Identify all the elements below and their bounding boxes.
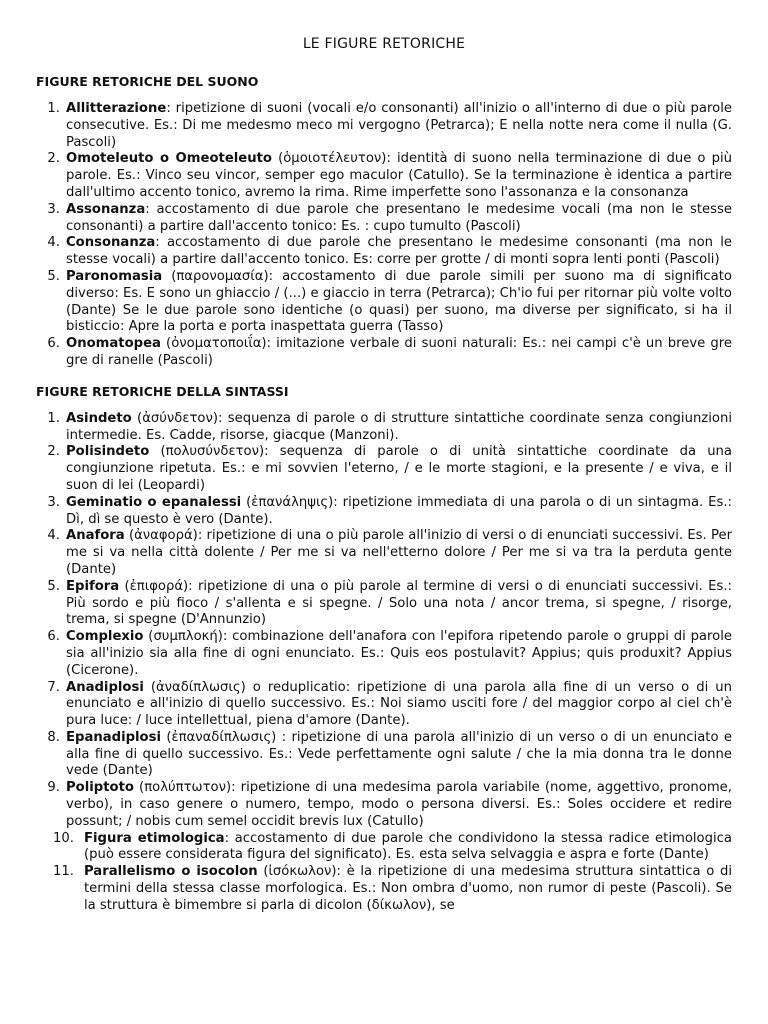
item-number: 5. bbox=[47, 578, 60, 594]
item-term: Asindeto bbox=[66, 410, 132, 426]
item-text: (συμπλοκή): combinazione dell'anafora con l'epifora ripetendo parole o gruppi di parole sia all'inizio sia alla fine di ogni enunciato. Es.: Quis eos postulavit? Appius; quis produxit? Appius (Cicerone). bbox=[66, 629, 732, 678]
item-term: Omoteleuto o Omeoteleuto bbox=[66, 151, 272, 167]
item-text: (ἰσόκωλον): è la ripetizione di una medesima struttura sintattica o di termini della stessa classe morfologica. Es.: Non ombra d'uomo, non rumor di peste (Pascoli). Se la struttura è bimembre si parla di dicolon (δίκωλον), se bbox=[84, 864, 732, 913]
list-item bbox=[36, 579, 732, 629]
item-term: Poliptoto bbox=[66, 780, 134, 796]
list-item bbox=[36, 495, 732, 529]
item-term: Anafora bbox=[66, 528, 125, 544]
item-text: (ἐπιφορά): ripetizione di una o più parole al termine di versi o di enunciati successivi. Es.: Più sordo e più fioco / s'allenta e si spegne. / Solo una nota / ancor trema, si spegne, / risorge, trema, si spegne (D'Annunzio) bbox=[66, 578, 732, 628]
item-term: Polisindeto bbox=[66, 444, 150, 460]
item-term: Figura etimologica bbox=[84, 830, 225, 846]
item-term: Assonanza bbox=[66, 201, 146, 217]
item-text: (ἐπαναδίπλωσις) : ripetizione di una parola all'inizio di un verso o di un enunciato e alla fine di quello successivo. Es.: Vede perfettamente ogni salute / che la mia donna tra le donne vede (Dante) bbox=[66, 729, 732, 779]
section-heading-syntax: FIGURE RETORICHE DELLA SINTASSI bbox=[36, 383, 289, 399]
item-number: 1. bbox=[47, 410, 60, 426]
item-text: (ὁμοιοτέλευτον): identità di suono nella terminazione di due o più parole. Es.: Vinco seu vincor, semper ego maculor (Catullo). Se la terminazione è identica a partire dall'ultimo accento tonico, avremo la rima. Rime imperfette sono l'assonanza e la consonanza bbox=[66, 151, 732, 200]
item-number: 3. bbox=[47, 494, 60, 510]
item-term: Parallelismo o isocolon bbox=[84, 864, 258, 880]
item-text: (πολυσύνδετον): sequenza di parole o di unità sintattiche coordinate da una congiunzione ripetuta. Es.: e mi sovvien l'eterno, / e le morte stagioni, e la presente / e viva, e il suon di lei (Leopardi) bbox=[66, 444, 732, 493]
item-term: Onomatopea bbox=[66, 336, 161, 352]
item-number: 11. bbox=[53, 864, 74, 880]
item-text: (ἀναφορά): ripetizione di una o più parole all'inizio di versi o di enunciati successivi. Es. Per me si va nella città dolente / Per me si va nell'etterno dolore / Per me si va tra la perduta gente (Dante) bbox=[66, 528, 732, 577]
item-number: 2. bbox=[47, 444, 60, 460]
item-number: 2. bbox=[47, 151, 60, 167]
item-text: (ἐπανάληψις): ripetizione immediata di una parola o di un sintagma. Es.: Dì, dì se questo è vero (Dante). bbox=[66, 494, 732, 527]
item-number: 7. bbox=[47, 679, 60, 695]
item-number: 4. bbox=[47, 528, 60, 544]
item-text: (ἀσύνδετον): sequenza di parole o di strutture sintattiche coordinate senza congiunzioni intermedie. Es. Cadde, risorse, giacque (Manzoni). bbox=[66, 410, 732, 443]
item-text: (ὀνοματοποιΐα): imitazione verbale di suoni naturali: Es.: nei campi c'è un breve gre gre di ranelle (Pascoli) bbox=[66, 336, 732, 368]
item-text: : ripetizione di suoni (vocali e/o consonanti) all'inizio o all'interno di due o più parole consecutive. Es.: Di me medesmo meco mi vergogno (Petrarca); E nella notte nera come il nulla (G. Pascoli) bbox=[66, 101, 732, 150]
item-term: Consonanza bbox=[66, 235, 156, 251]
list-item bbox=[36, 336, 732, 370]
item-number: 5. bbox=[47, 268, 60, 284]
item-number: 6. bbox=[47, 336, 60, 352]
item-term: Epanadiplosi bbox=[66, 729, 161, 745]
section-heading-sound: FIGURE RETORICHE DEL SUONO bbox=[36, 74, 259, 89]
list-item bbox=[36, 101, 732, 151]
page-title: LE FIGURE RETORICHE bbox=[302, 36, 466, 52]
item-text: (παρονομασία): accostamento di due parole simili per suono ma di significato diverso: Es. E sono un ghiaccio / (...) e giaccio in terra (Petrarca); Ch'io fui per ritornar più volte volto (Dante) Se le due parole sono identiche (o quasi) per suono, ma diverse per significato, si ha il bisticcio: Apre la porta e porta inaspettata guerra (Tasso) bbox=[66, 268, 732, 335]
list-item bbox=[36, 730, 732, 780]
item-term: Anadiplosi bbox=[66, 679, 144, 695]
item-text: (ἀναδίπλωσις) o reduplicatio: ripetizione di una parola alla fine di un verso o di un enunciato e all'inizio di quello successivo. Es.: Noi siamo usciti fore / del maggior corpo al ciel ch'è pura luce: / luce intellettual, piena d'amore (Dante). bbox=[66, 679, 732, 729]
list-item bbox=[36, 411, 732, 445]
list-item bbox=[36, 202, 732, 236]
sound-figures-list bbox=[36, 101, 732, 370]
list-item bbox=[36, 528, 732, 578]
item-term: Geminatio o epanalessi bbox=[66, 494, 242, 510]
item-number: 4. bbox=[47, 235, 60, 251]
item-number: 3. bbox=[47, 201, 60, 217]
syntax-figures-list bbox=[36, 411, 732, 915]
item-term: Epifora bbox=[66, 578, 120, 594]
item-number: 6. bbox=[47, 629, 60, 645]
item-number: 10. bbox=[53, 830, 74, 846]
list-item bbox=[36, 151, 732, 201]
item-number: 1. bbox=[47, 101, 60, 116]
item-number: 9. bbox=[47, 780, 60, 796]
item-text: : accostamento di due parole che presentano le medesime consonanti (ma non le stesse vocali) a partire dall'accento tonico. Es: corre per grotte / di monti sopra lenti ponti (Pascoli) bbox=[66, 235, 732, 268]
list-item bbox=[36, 864, 732, 914]
list-item bbox=[36, 269, 732, 336]
item-number: 8. bbox=[47, 729, 60, 745]
list-item bbox=[36, 780, 732, 830]
item-term: Allitterazione bbox=[66, 101, 167, 116]
item-term: Complexio bbox=[66, 629, 144, 645]
item-text: : accostamento di due parole che presentano le medesime vocali (ma non le stesse consonanti) a partire dall'accento tonico: Es. : cupo tumulto (Pascoli) bbox=[66, 201, 732, 234]
list-item bbox=[36, 831, 732, 865]
list-item bbox=[36, 680, 732, 730]
list-item bbox=[36, 235, 732, 269]
item-text: : accostamento di due parole che condividono la stessa radice etimologica (può essere considerata figura del significato). Es. esta selva selvaggia e aspra e forte (Dante) bbox=[84, 830, 732, 863]
list-item bbox=[36, 629, 732, 679]
list-item bbox=[36, 444, 732, 494]
item-text: (πολύπτωτον): ripetizione di una medesima parola variabile (nome, aggettivo, pronome, verbo), in caso genere o numero, tempo, modo o persona diversi. Es.: Soles occidere et redire possunt; / nobis cum semel occidit brevis lux (Catullo) bbox=[66, 780, 732, 829]
item-term: Paronomasia bbox=[66, 268, 163, 284]
